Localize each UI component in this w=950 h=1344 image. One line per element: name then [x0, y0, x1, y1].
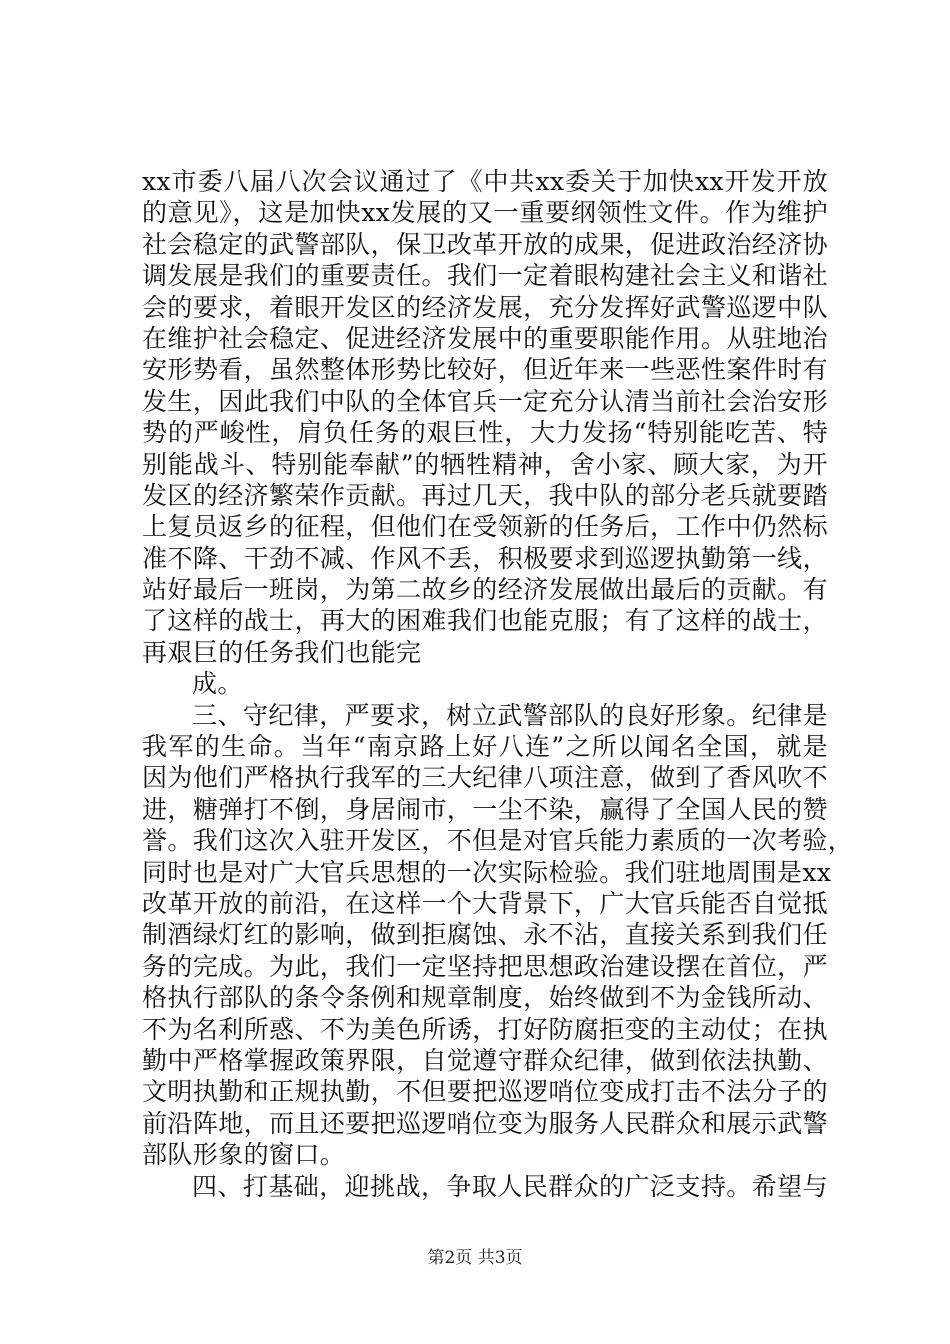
text-line: 在维护社会稳定、促进经济发展中的重要职能作用。从驻地治	[142, 323, 828, 353]
text-line: 会的要求，着眼开发区的经济发展，充分发挥好武警巡逻中队	[142, 292, 828, 322]
text-line: xx市委八届八次会议通过了《中共xx委关于加快xx开发开放	[142, 167, 828, 196]
text-line: 勤中严格掌握政策界限，自觉遵守群众纪律，做到依法执勤、	[142, 1045, 828, 1075]
text-line: 三、守纪律，严要求，树立武警部队的良好形象。纪律是	[192, 700, 828, 730]
text-line: 四、打基础，迎挑战，争取人民群众的广泛支持。希望与	[192, 1171, 828, 1201]
text-line: 不为名利所惑、不为美色所诱，打好防腐拒变的主动仗；在执	[142, 1014, 828, 1044]
paragraph-2	[142, 700, 854, 1171]
text-line: 因为他们严格执行我军的三大纪律八项注意，做到了香风吹不	[142, 763, 828, 793]
text-line: 站好最后一班岗，为第二故乡的经济发展做出最后的贡献。有	[142, 575, 828, 605]
text-line: 我军的生命。当年“南京路上好八连”之所以闻名全国，就是	[142, 732, 828, 762]
text-line: 进，糖弹打不倒，身居闹市，一尘不染，赢得了全国人民的赞	[142, 794, 828, 824]
text-line: 的意见》，这是加快xx发展的又一重要纲领性文件。作为维护	[142, 198, 828, 228]
text-line: 势的严峻性，肩负任务的艰巨性，大力发扬“特别能吃苦、特	[142, 418, 828, 448]
text-line: 了这样的战士，再大的困难我们也能克服；有了这样的战士，	[142, 606, 828, 636]
text-line: 准不降、干劲不减、作风不丢，积极要求到巡逻执勤第一线，	[142, 543, 828, 573]
text-line: 同时也是对广大官兵思想的一次实际检验。我们驻地周围是xx	[142, 857, 832, 887]
text-line: 改革开放的前沿，在这样一个大背景下，广大官兵能否自觉抵	[142, 888, 828, 918]
text-line: 发区的经济繁荣作贡献。再过几天，我中队的部分老兵就要踏	[142, 480, 828, 510]
text-line: 调发展是我们的重要责任。我们一定着眼构建社会主义和谐社	[142, 261, 828, 291]
body-text	[142, 166, 854, 1202]
text-line: 格执行部队的条令条例和规章制度，始终做到不为金钱所动、	[142, 983, 828, 1013]
paragraph-1	[142, 166, 828, 700]
paragraph-3	[142, 1171, 828, 1202]
page-number-label: 第2页 共3页	[427, 1248, 523, 1268]
text-line: 誉。我们这次入驻开发区，不但是对官兵能力素质的一次考验，	[142, 826, 854, 856]
text-line: 部队形象的窗口。	[142, 1140, 346, 1170]
text-line: 发生，因此我们中队的全体官兵一定充分认清当前社会治安形	[142, 386, 828, 416]
text-line: 前沿阵地，而且还要把巡逻哨位变为服务人民群众和展示武警	[142, 1108, 828, 1138]
text-line: 文明执勤和正规执勤，不但要把巡逻哨位变成打击不法分子的	[142, 1077, 828, 1107]
text-line: 制酒绿灯红的影响，做到拒腐蚀、永不沾，直接关系到我们任	[142, 920, 828, 950]
text-line: 别能战斗、特别能奉献”的牺牲精神，舍小家、顾大家，为开	[142, 449, 828, 479]
text-line: 成。	[192, 669, 243, 699]
page-footer	[0, 1243, 950, 1268]
text-line: 安形势看，虽然整体形势比较好，但近年来一些恶性案件时有	[142, 355, 828, 385]
text-line: 社会稳定的武警部队，保卫改革开放的成果，促进政治经济协	[142, 229, 828, 259]
text-line: 务的完成。为此，我们一定坚持把思想政治建设摆在首位，严	[142, 951, 828, 981]
text-line: 上复员返乡的征程，但他们在受领新的任务后，工作中仍然标	[142, 512, 828, 542]
text-line: 再艰巨的任务我们也能完	[142, 637, 422, 667]
